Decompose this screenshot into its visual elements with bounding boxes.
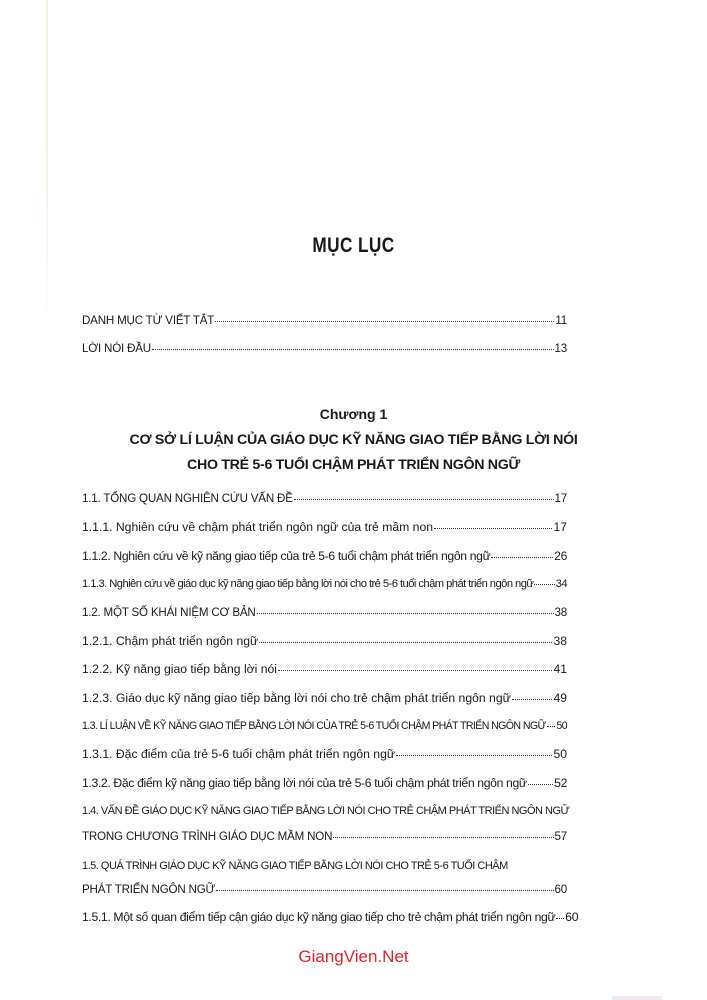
toc-entry-label: 1.1.2. Nghiên cứu về kỹ năng giao tiếp của trẻ 5-6 tuổi chậm phát triển ngôn ngữ	[82, 549, 491, 563]
dot-leader	[278, 669, 552, 671]
toc-entry-1-5-1[interactable]	[82, 909, 579, 925]
toc-entry-label: 1.2.3. Giáo dục kỹ năng giao tiếp bằng lời nói cho trẻ chậm phát triển ngôn ngữ	[82, 691, 511, 705]
toc-page-number: 26	[554, 549, 567, 563]
toc-entry-1-3-1[interactable]	[82, 746, 567, 762]
toc-entry-1-3[interactable]	[82, 718, 567, 734]
toc-page-number: 17	[554, 492, 567, 505]
watermark[interactable]: GiangVien.Net	[298, 947, 409, 966]
toc-entry-label: 1.2. MỘT SỐ KHÁI NIỆM CƠ BẢN	[82, 606, 256, 619]
toc-page-number: 34	[555, 578, 567, 590]
dot-leader	[512, 698, 553, 700]
toc-page-number: 60	[565, 910, 579, 924]
toc-entry-label: 1.2.1. Chậm phát triển ngôn ngữ	[82, 634, 259, 648]
toc-entry-abbreviations[interactable]	[82, 313, 567, 329]
toc-entry-label: LỜI NÓI ĐẦU	[82, 342, 151, 355]
dot-leader	[152, 348, 554, 350]
toc-entry-1-1-2[interactable]	[82, 548, 567, 564]
toc-page-number: 50	[553, 747, 567, 761]
toc-page-number: 49	[553, 691, 567, 705]
dot-leader	[257, 612, 554, 614]
toc-entry-preface[interactable]	[82, 341, 567, 357]
dot-leader	[259, 641, 552, 643]
toc-entry-1-5-line1: 1.5. QUÁ TRÌNH GIÁO DỤC KỸ NĂNG GIAO TIẾP BẰNG LỜI NÓI CHO TRẺ 5-6 TUỔI CHẬM	[82, 860, 508, 872]
dot-leader	[396, 754, 552, 756]
toc-entry-1-2-3[interactable]	[82, 690, 567, 706]
toc-page-number: 17	[553, 520, 567, 534]
toc-entry-label: 1.1. TỔNG QUAN NGHIÊN CỨU VẤN ĐỀ	[82, 492, 293, 505]
chapter-number: Chương 1	[319, 406, 388, 422]
toc-entry-1-4-line1: 1.4. VẤN ĐỀ GIÁO DỤC KỸ NĂNG GIAO TIẾP BẰNG LỜI NÓI CHO TRẺ CHẬM PHÁT TRIỂN NGÔN NGỮ	[82, 805, 570, 817]
toc-entry-label: 1.3.2. Đặc điểm kỹ năng giao tiếp bằng lời nói của trẻ 5-6 tuổi chậm phát triển ngôn ngữ	[82, 776, 527, 790]
dot-leader	[215, 320, 554, 322]
scan-artifact	[612, 996, 662, 1000]
toc-entry-label: DANH MỤC TỪ VIẾT TẮT	[82, 314, 215, 327]
toc-entry-1-3-2[interactable]	[82, 775, 567, 791]
toc-page-number: 41	[553, 662, 567, 676]
dot-leader	[294, 498, 554, 500]
toc-entry-1-5[interactable]	[82, 882, 567, 898]
toc-entry-label: 1.1.1. Nghiên cứu về chậm phát triển ngôn ngữ của trẻ mầm non	[82, 520, 433, 534]
dot-leader	[434, 527, 552, 529]
toc-page-number: 38	[554, 606, 567, 619]
toc-entry-1-2-1[interactable]	[82, 633, 567, 649]
dot-leader	[534, 583, 554, 585]
dot-leader	[547, 725, 555, 727]
dot-leader	[528, 783, 553, 785]
toc-entry-label: 1.3.1. Đặc điểm của trẻ 5-6 tuổi chậm phát triển ngôn ngữ	[82, 747, 396, 761]
toc-entry-label: 1.3. LÍ LUẬN VỀ KỸ NĂNG GIAO TIẾP BẰNG LỜI NÓI CỦA TRẺ 5-6 TUỔI CHẬM PHÁT TRIỂN NGÔN NGỮ	[82, 720, 546, 732]
toc-entry-label: 1.5.1. Một số quan điểm tiếp cận giáo dục kỹ năng giao tiếp cho trẻ chậm phát triển ngôn ngữ	[82, 910, 556, 924]
toc-entry-1-1-1[interactable]	[82, 519, 567, 535]
toc-page-number: 13	[554, 342, 567, 355]
toc-page-number: 11	[555, 314, 567, 327]
dot-leader	[333, 836, 553, 838]
toc-entry-label: PHÁT TRIỂN NGÔN NGỮ	[82, 883, 216, 896]
toc-entry-label: TRONG CHƯƠNG TRÌNH GIÁO DỤC MẦM NON	[82, 830, 333, 843]
toc-entry-1-1-3[interactable]	[82, 576, 567, 592]
chapter-title-line2: CHO TRẺ 5-6 TUỔI CHẬM PHÁT TRIỂN NGÔN NGỮ	[187, 457, 520, 473]
chapter-title-line1: CƠ SỞ LÍ LUẬN CỦA GIÁO DỤC KỸ NĂNG GIAO TIẾP BẰNG LỜI NÓI	[129, 432, 578, 448]
toc-entry-1-2-2[interactable]	[82, 661, 567, 677]
toc-entry-label: 1.1.3. Nghiên cứu về giáo dục kỹ năng giao tiếp bằng lời nói cho trẻ 5-6 tuổi chậm phát triển ngôn ngữ	[82, 578, 534, 590]
toc-page-number: 50	[556, 720, 567, 732]
toc-page-number: 38	[553, 634, 567, 648]
page-title: MỤC LỤC	[312, 234, 395, 257]
dot-leader	[216, 889, 553, 891]
toc-entry-1-2[interactable]	[82, 605, 567, 621]
toc-entry-label: 1.2.2. Kỹ năng giao tiếp bằng lời nói	[82, 662, 278, 676]
dot-leader	[491, 556, 553, 558]
toc-page-number: 57	[554, 830, 567, 843]
page-spine-shadow	[46, 0, 48, 330]
toc-page-number: 52	[554, 776, 567, 790]
toc-entry-1-4[interactable]	[82, 829, 567, 845]
dot-leader	[556, 917, 564, 919]
toc-entry-1-1[interactable]	[82, 491, 567, 507]
toc-page-number: 60	[554, 883, 567, 896]
